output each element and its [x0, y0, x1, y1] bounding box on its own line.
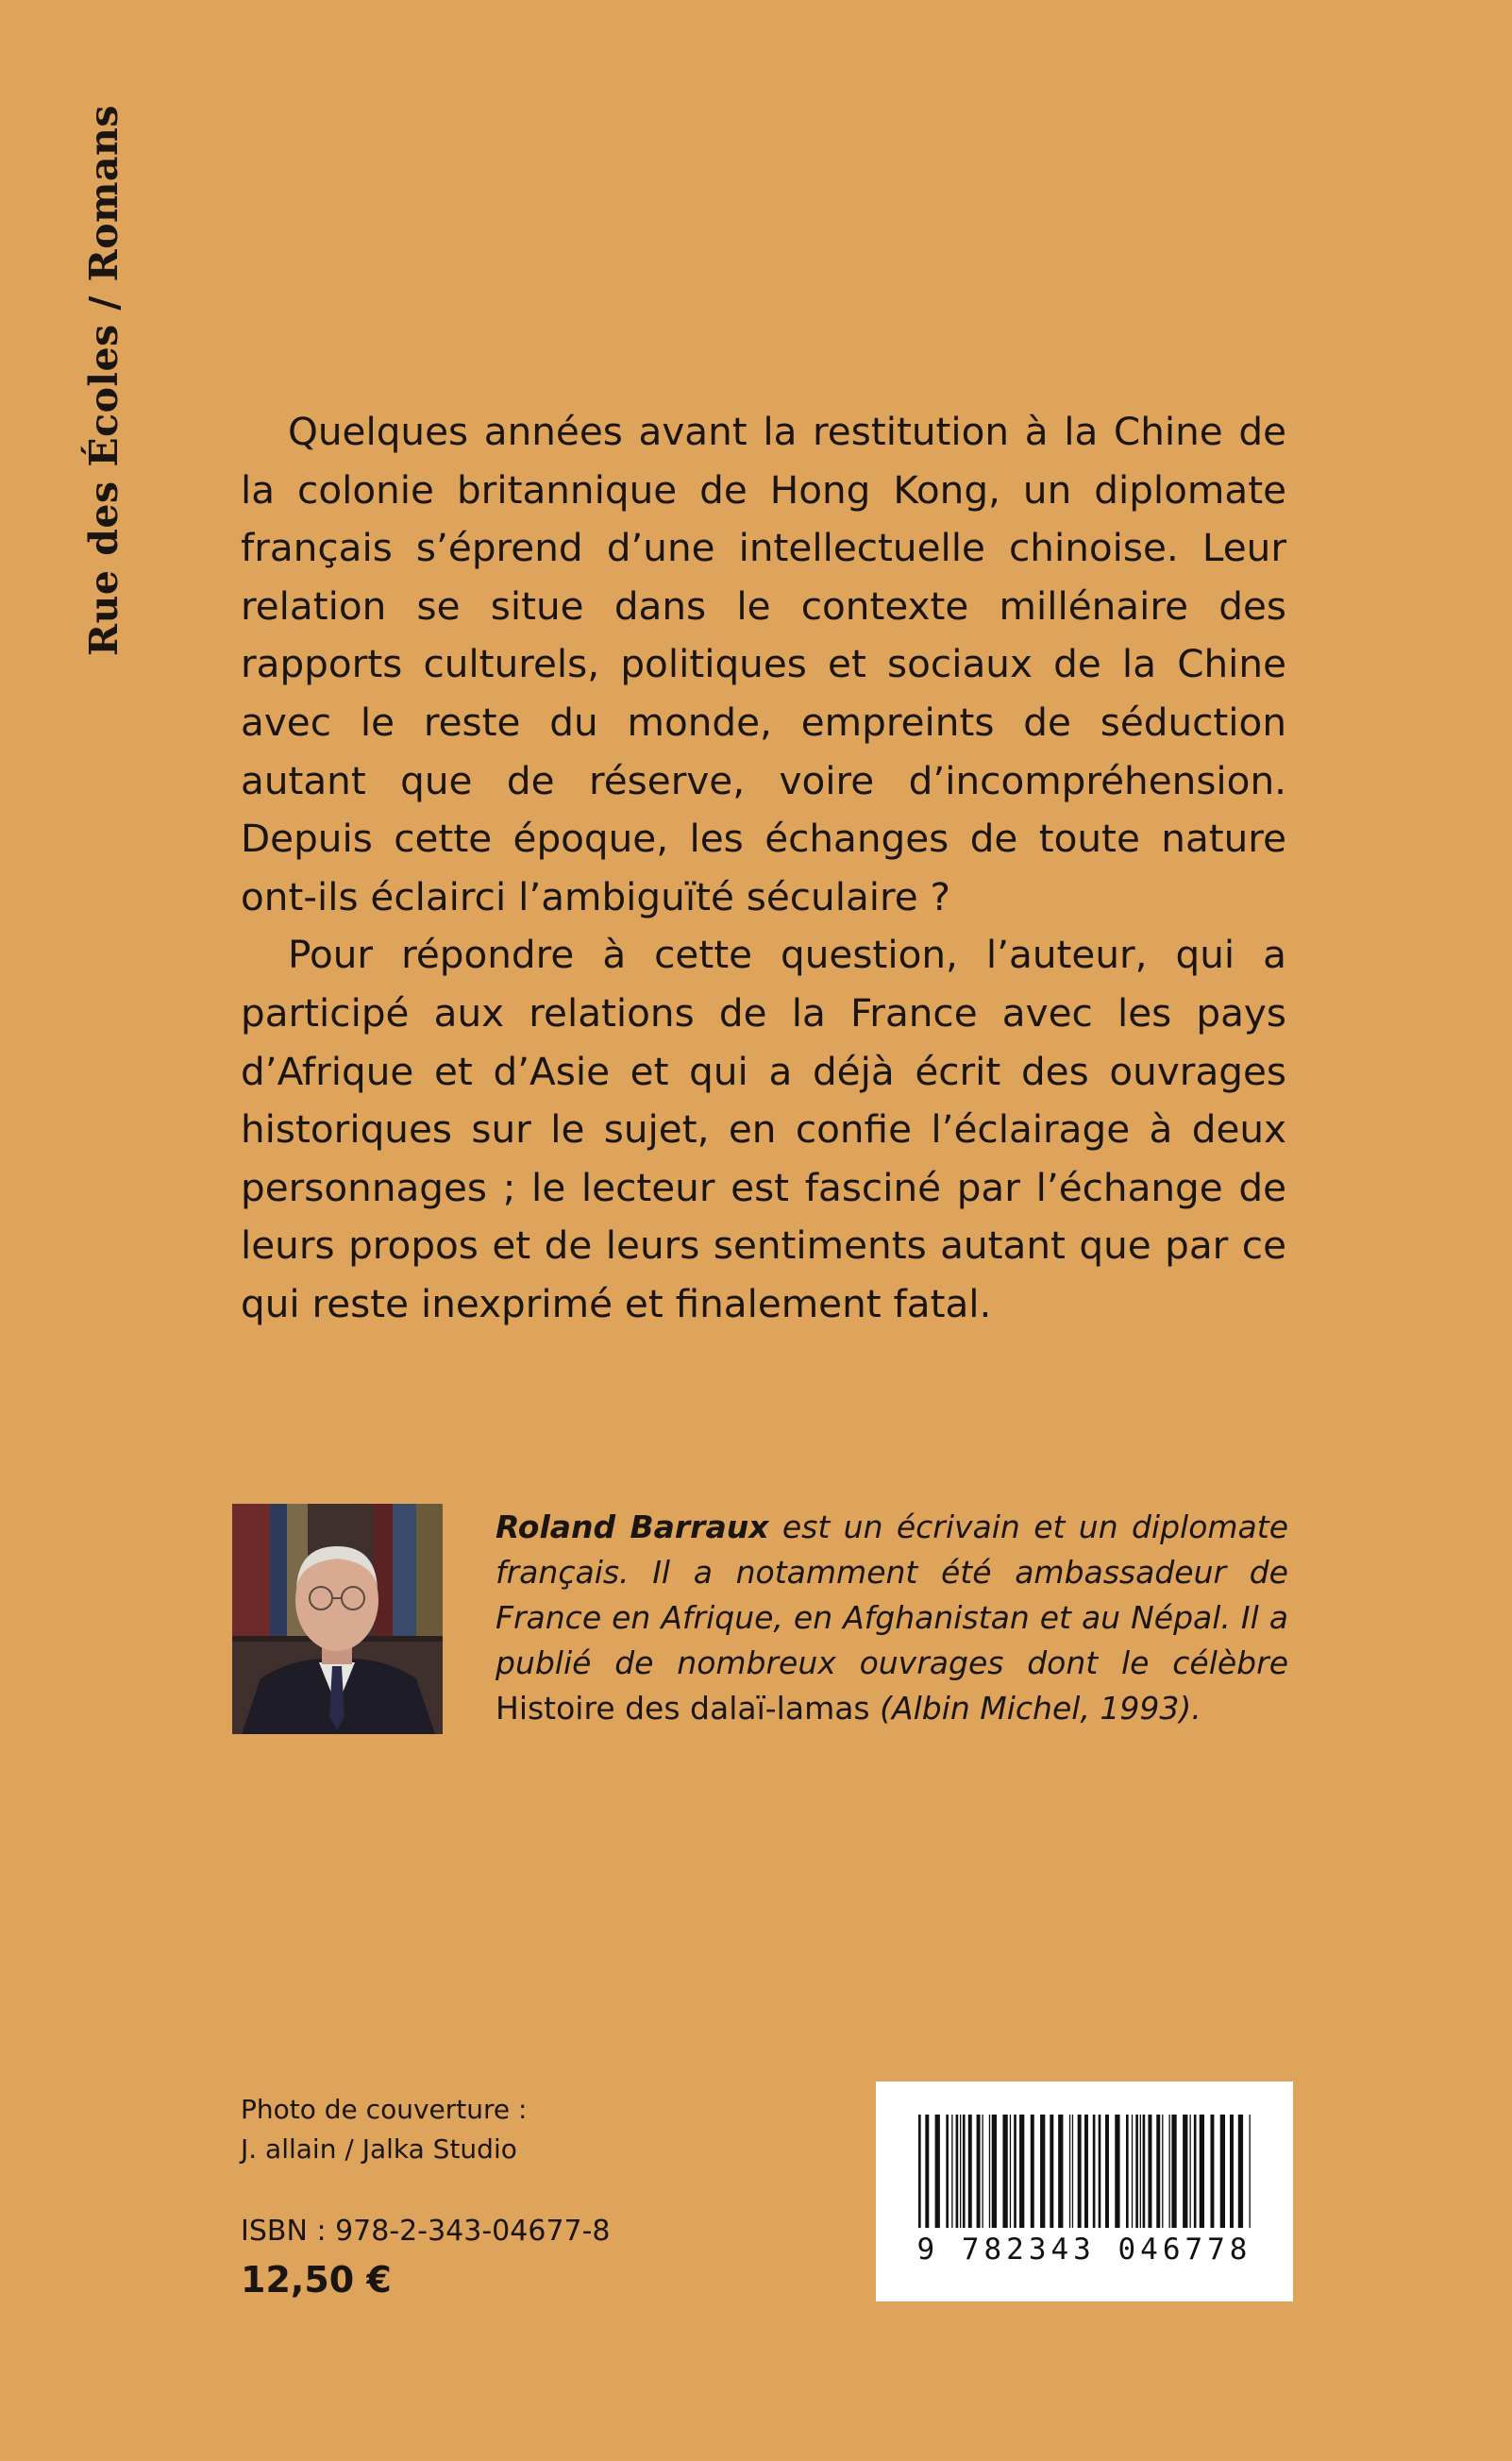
author-bio-text-1: est un écrivain et un diplomate français. Il a notamment été ambassadeur de France en Afrique, en Afghanistan et au Népal. Il a publié de nombreux ouvrages dont le célèbre [496, 1509, 1289, 1681]
barcode-bar [1135, 2115, 1138, 2228]
barcode-bar [1183, 2115, 1187, 2228]
barcode-bar [1230, 2115, 1234, 2228]
barcode-bar [1238, 2115, 1243, 2228]
photo-credit-label: Photo de couverture : [241, 2094, 528, 2125]
photo-credit-name: J. allain / Jalka Studio [241, 2133, 517, 2165]
barcode-bar [1093, 2115, 1096, 2228]
barcode-bar [992, 2115, 997, 2228]
barcode-bar [1078, 2115, 1082, 2228]
barcode-bar [960, 2115, 961, 2228]
author-bio-text-2: (Albin Michel, 1993). [869, 1690, 1201, 1727]
barcode-bar [1189, 2115, 1190, 2228]
price: 12,50 € [241, 2259, 392, 2301]
barcode-bar [989, 2115, 990, 2228]
barcode-bar [1019, 2115, 1024, 2228]
barcode-bar [1069, 2115, 1070, 2228]
barcode-bar [1058, 2115, 1063, 2228]
barcode-bar [1050, 2115, 1053, 2228]
isbn: ISBN : 978-2-343-04677-8 [241, 2215, 611, 2248]
barcode-bar [1031, 2115, 1034, 2228]
barcode-bar [1171, 2115, 1176, 2228]
barcode-bar [1210, 2115, 1214, 2228]
barcode-bar [982, 2115, 983, 2228]
barcode-bar [1132, 2115, 1133, 2228]
barcode-bar [1148, 2115, 1151, 2228]
author-name: Roland Barraux [496, 1509, 769, 1545]
barcode-bar [1156, 2115, 1160, 2228]
barcode-bar [956, 2115, 959, 2228]
series-title: Rue des Écoles / Romans [81, 105, 126, 656]
barcode-bar [1115, 2115, 1119, 2228]
barcode-bar [1126, 2115, 1129, 2228]
barcode-bar [1072, 2115, 1073, 2228]
barcode-bar [1040, 2115, 1045, 2228]
barcode-bar [946, 2115, 949, 2228]
synopsis-paragraph-2: Pour répondre à cette question, l’auteur, qui a participé aux relations de la France avec les pays d’Afrique et d’Asie et qui a déjà écrit des ouvrages historiques sur le sujet, en confie l’éclairage à deux personnages ; le lecteur est fasciné par l’échange de leurs propos et de leurs sentiments autant que par ce qui reste inexprimé et finalement fatal. [241, 932, 1286, 1326]
barcode-bars [918, 2115, 1251, 2228]
author-portrait-image [232, 1504, 443, 1734]
barcode-bar [1140, 2115, 1141, 2228]
photo-credits [241, 2090, 527, 2169]
barcode-bar [935, 2115, 940, 2228]
barcode-bar [1002, 2115, 1007, 2228]
barcode-bar [1168, 2115, 1169, 2228]
barcode-digits: 9 782343 046778 [916, 2233, 1252, 2267]
barcode-bar [1250, 2115, 1251, 2228]
author-book-title: Histoire des dalaï-lamas [496, 1690, 870, 1727]
barcode-bar [1099, 2115, 1101, 2228]
barcode-bar [968, 2115, 972, 2228]
barcode-bar [951, 2115, 952, 2228]
synopsis-paragraph-1: Quelques années avant la restitution à la Chine de la colonie britannique de Hong Kong, un diplomate français s’éprend d’une intellectuelle chinoise. Leur relation se situe dans le contexte millénaire des rapports culturels, politiques et sociaux de la Chine avec le reste du monde, empreints de séduction autant que de réserve, voire d’incompréhension. Depuis cette époque, les échanges de toute nature ont-ils éclairci l’ambiguïté séculaire ? [241, 409, 1286, 919]
barcode-bar [977, 2115, 981, 2228]
barcode-bar [1084, 2115, 1088, 2228]
author-bio [496, 1505, 1288, 1731]
barcode-bar [1010, 2115, 1011, 2228]
barcode-bar [1194, 2115, 1197, 2228]
synopsis [241, 403, 1286, 1334]
barcode-bar [1200, 2115, 1204, 2228]
barcode-bar [925, 2115, 929, 2228]
barcode-bar [1014, 2115, 1016, 2228]
barcode-bar [1105, 2115, 1109, 2228]
barcode-bar [1143, 2115, 1146, 2228]
author-photo [232, 1504, 443, 1734]
barcode-bar [963, 2115, 966, 2228]
barcode [876, 2082, 1293, 2301]
barcode-bar [1220, 2115, 1225, 2228]
barcode-bar [918, 2115, 921, 2228]
barcode-bar [1162, 2115, 1163, 2228]
